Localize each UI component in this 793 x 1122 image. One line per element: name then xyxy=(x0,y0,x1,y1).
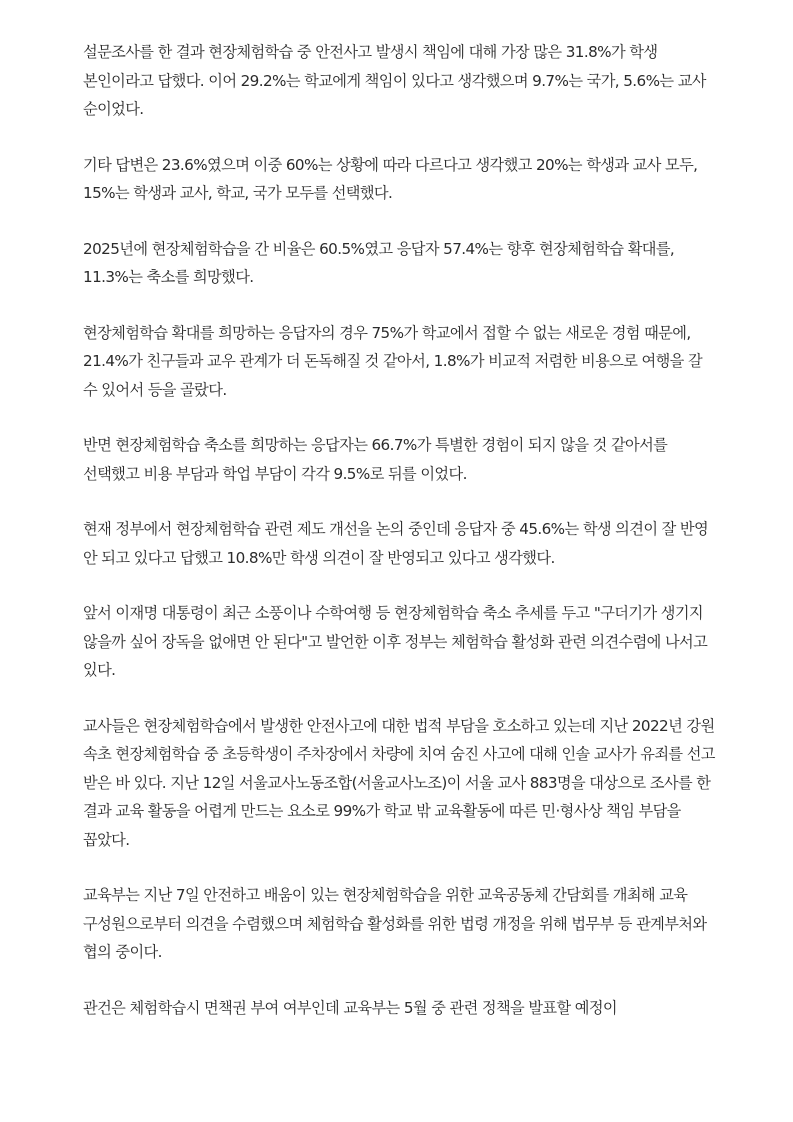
article-paragraph: 현재 정부에서 현장체험학습 관련 제도 개선을 논의 중인데 응답자 중 45.6%는 학생 의견이 잘 반영 안 되고 있다고 답했고 10.8%만 학생 의견이 잘 반영되고 있다고 생각했다. xyxy=(83,520,709,567)
article-paragraph: 교사들은 현장체험학습에서 발생한 안전사고에 대한 법적 부담을 호소하고 있는데 지난 2022년 강원 속초 현장체험학습 중 초등학생이 주차장에서 차량에 치여 숨진 사고에 대해 인솔 교사가 유죄를 선고 받은 바 있다. 지난 12일 서울교사노동조합(서울교사노조)이 서울 교사 883명을 대상으로 조사를 한 결과 교육 활동을 어렵게 만드는 요소로 99%가 학교 밖 교육활동에 따른 민·형사상 책임 부담을 꼽았다. xyxy=(83,716,715,849)
article-paragraph: 2025년에 현장체험학습을 간 비율은 60.5%였고 응답자 57.4%는 향후 현장체험학습 확대를, 11.3%는 축소를 희망했다. xyxy=(83,239,675,286)
article-body xyxy=(83,38,719,1049)
article-paragraph: 반면 현장체험학습 축소를 희망하는 응답자는 66.7%가 특별한 경험이 되지 않을 것 같아서를 선택했고 비용 부담과 학업 부담이 각각 9.5%로 뒤를 이었다. xyxy=(83,436,668,483)
article-paragraph: 앞서 이재명 대통령이 최근 소풍이나 수학여행 등 현장체험학습 축소 추세를 두고 "구더기가 생기지 않을까 싶어 장독을 없애면 안 된다"고 발언한 이후 정부는 체험학습 활성화 관련 의견수렴에 나서고 있다. xyxy=(83,604,708,679)
article-paragraph: 기타 답변은 23.6%였으며 이중 60%는 상황에 따라 다르다고 생각했고 20%는 학생과 교사 모두, 15%는 학생과 교사, 학교, 국가 모두를 선택했다. xyxy=(83,155,698,202)
article-paragraph: 설문조사를 한 결과 현장체험학습 중 안전사고 발생시 책임에 대해 가장 많은 31.8%가 학생 본인이라고 답했다. 이어 29.2%는 학교에게 책임이 있다고 생각했으며 9.7%는 국가, 5.6%는 교사 순이었다. xyxy=(83,43,706,118)
article-paragraph: 관건은 체험학습시 면책권 부여 여부인데 교육부는 5월 중 관련 정책을 발표할 예정이 xyxy=(83,998,617,1017)
article-paragraph: 교육부는 지난 7일 안전하고 배움이 있는 현장체험학습을 위한 교육공동체 간담회를 개최해 교육 구성원으로부터 의견을 수렴했으며 체험학습 활성화를 위한 법령 개정을 위해 법무부 등 관계부처와 협의 중이다. xyxy=(83,886,707,961)
article-paragraph: 현장체험학습 확대를 희망하는 응답자의 경우 75%가 학교에서 접할 수 없는 새로운 경험 때문에, 21.4%가 친구들과 교우 관계가 더 돈독해질 것 같아서, 1.8%가 비교적 저렴한 비용으로 여행을 갈 수 있어서 등을 골랐다. xyxy=(83,323,703,399)
